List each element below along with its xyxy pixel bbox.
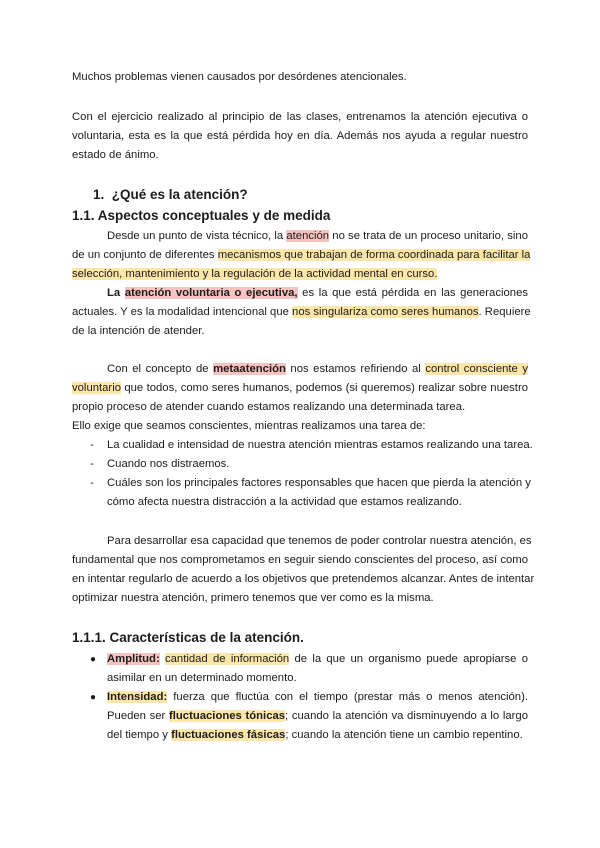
text-run: Con el concepto de [107,363,214,375]
highlight-atencion: atención [286,230,330,242]
development-line-4: optimizar nuestra atención, primero tenemos que ver como es la misma. [72,592,434,604]
meta-line-1 [107,362,528,377]
text-run: ; cuando la atención va disminuyendo a lo largo [285,710,528,722]
amplitud-line-1 [107,652,528,667]
voluntary-line-3: de la intención de atender. [72,325,205,337]
highlight-singulariza: nos singulariza como seres humanos [292,306,479,318]
list-item: Cuáles son los principales factores responsables que hacen que pierda la atención y [107,477,531,489]
heading-1-1-1: 1.1.1. Características de la atención. [72,630,304,645]
term-amplitud: Amplitud: [107,653,160,665]
intensidad-line-1 [107,690,528,705]
heading-1-1: 1.1. Aspectos conceptuales y de medida [72,208,331,223]
list-bullet: - [90,458,94,470]
text-run: no se trata de un proceso unitario, sino [329,230,528,242]
definition-line-1 [107,229,528,244]
highlight-metaatencion: metaatención [213,363,286,375]
exercise-line-1: Con el ejercicio realizado al principio de las clases, entrenamos la atención ejecutiva o [72,111,528,123]
list-item-continuation: cómo afecta nuestra distracción a la actividad que estamos realizando. [107,496,462,508]
text-run: de la que un organismo puede apropiarse o [289,653,528,665]
highlight-fluctuaciones-tonicas: fluctuaciones tónicas [169,710,286,722]
text-run: de un conjunto de diferentes [72,249,218,261]
definition-line-2 [72,248,531,263]
highlight-atencion-voluntaria: atención voluntaria o ejecutiva, [124,287,298,299]
list-item: Cuando nos distraemos. [107,458,230,470]
text-run: nos estamos refiriendo al [285,363,426,375]
list-item: La cualidad e intensidad de nuestra atención mientras estamos realizando una tarea. [107,439,533,451]
development-line-2: fundamental que nos comprometamos en seguir siendo conscientes del proceso, así como [72,554,528,566]
highlight-voluntario: voluntario [72,382,121,394]
meta-line-2 [72,381,528,396]
text-run: Pueden ser [107,710,169,722]
highlight-cantidad: cantidad de información [165,653,290,665]
intro-paragraph: Muchos problemas vienen causados por desórdenes atencionales. [72,71,407,83]
voluntary-line-2 [72,305,531,320]
amplitud-line-2: asimilar en un determinado momento. [107,672,297,684]
intensidad-line-3 [107,728,528,743]
text-run: . Requiere [478,306,531,318]
highlight-control-consciente: control consciente y [425,363,528,375]
intensidad-line-2 [107,709,528,724]
text-run: del tiempo y [107,729,172,741]
heading-1-text: ¿Qué es la atención? [111,187,248,202]
text-run: actuales. Y es la modalidad intencional que [72,306,293,318]
meta-line-4: Ello exige que seamos conscientes, mientras realizamos una tarea de: [72,420,426,432]
text-run: que todos, como seres humanos, podemos (si queremos) realizar sobre nuestro [120,382,528,394]
text-run: Desde un punto de vista técnico, la [107,230,287,242]
development-line-3: en intentar regularlo de acuerdo a los objetivos que pretendemos alcanzar. Antes de intentar [72,573,535,585]
highlight-mecanismos: mecanismos que trabajan de forma coordinada para facilitar la [217,249,531,261]
highlight-fluctuaciones-fasicas: fluctuaciones fásicas [171,729,286,741]
highlight-seleccion: selección, mantenimiento y la regulación de la actividad mental en curso [72,268,435,280]
list-bullet: - [90,477,94,489]
list-bullet: ● [90,692,97,703]
text-run: fuerza que fluctúa con el tiempo (prestar más o menos atención). [167,691,528,703]
list-bullet: ● [90,654,97,665]
heading-1 [93,186,248,203]
text-run: La [107,287,125,299]
exercise-line-3: estado de ánimo. [72,149,159,161]
exercise-line-2: voluntaria, esta es la que está pérdida hoy en día. Además nos ayuda a regular nuestro [72,130,528,142]
text-run: es la que está pérdida en las generaciones [297,287,528,299]
text-run: . [434,268,438,280]
text-run: ; cuando la atención tiene un cambio repentino. [285,729,523,741]
list-bullet: - [90,439,94,451]
heading-1-number: 1. [93,187,105,202]
voluntary-line-1 [107,286,528,301]
meta-line-3: propio proceso de atender cuando estamos realizando una determinada tarea. [72,401,466,413]
definition-line-3 [72,267,528,282]
development-line-1: Para desarrollar esa capacidad que tenemos de poder controlar nuestra atención, es [107,535,532,547]
term-intensidad: Intensidad: [107,691,168,703]
